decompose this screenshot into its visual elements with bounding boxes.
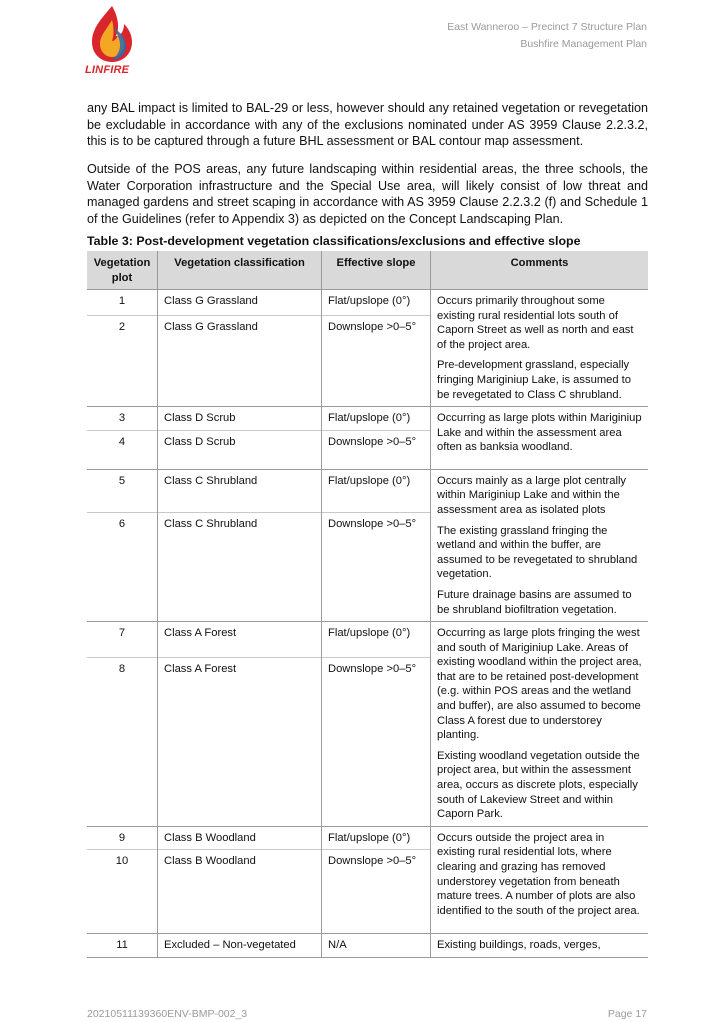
comments-cell — [431, 290, 649, 407]
comments-cell — [431, 826, 649, 934]
table-row — [87, 407, 648, 431]
table-row — [87, 622, 648, 658]
comments-cell — [431, 622, 649, 827]
table-row — [87, 826, 648, 850]
table-header-row — [87, 251, 648, 290]
plot-cell: 7 — [87, 622, 158, 658]
comment-text: Occurs outside the project area in existing rural residential lots, where clearing and grazing has removed understorey vegetation from beneath mature trees. A number of plots are also identified to the south of the project area. — [437, 831, 640, 917]
comments-cell — [431, 934, 649, 958]
table-row — [87, 290, 648, 316]
slope-cell: Downslope >0–5° — [322, 850, 431, 934]
slope-cell: Downslope >0–5° — [322, 657, 431, 826]
header-vegetation-classification: Vegetation classification — [158, 251, 322, 290]
header-title: East Wanneroo – Precinct 7 Structure Plan — [447, 21, 647, 33]
comment-text: Future drainage basins are assumed to be shrubland biofiltration vegetation. — [437, 588, 632, 616]
plot-cell: 11 — [87, 934, 158, 958]
slope-cell: N/A — [322, 934, 431, 958]
slope-cell: Downslope >0–5° — [322, 513, 431, 622]
slope-cell: Downslope >0–5° — [322, 316, 431, 407]
classification-cell: Class D Scrub — [158, 430, 322, 469]
plot-cell: 4 — [87, 430, 158, 469]
comment-text: Occurs primarily throughout some existing rural residential lots south of Caporn Street as well as north and east of the project area. — [437, 295, 634, 351]
plot-cell: 6 — [87, 513, 158, 622]
classification-cell: Excluded – Non-vegetated — [158, 934, 322, 958]
plot-cell: 3 — [87, 407, 158, 431]
footer-document-id: 20210511139360ENV-BMP-002_3 — [87, 1008, 248, 1020]
slope-cell: Flat/upslope (0°) — [322, 622, 431, 658]
slope-cell: Downslope >0–5° — [322, 430, 431, 469]
comment-text: Occurs mainly as a large plot centrally within Mariginiup Lake and within the assessment area as isolated plots — [437, 474, 627, 516]
classification-cell: Class A Forest — [158, 657, 322, 826]
classification-cell: Class B Woodland — [158, 826, 322, 850]
plot-cell: 5 — [87, 469, 158, 512]
header-effective-slope: Effective slope — [322, 251, 431, 290]
slope-cell: Flat/upslope (0°) — [322, 469, 431, 512]
classification-cell: Class G Grassland — [158, 316, 322, 407]
body-paragraph-2: Outside of the POS areas, any future landscaping within residential areas, the three schools, the Water Corporation infrastructure and the Special Use area, will likely consist of low threat and managed gardens and street scaping in accordance with AS 3959 Clause 2.2.3.2 (f) and Schedule 1 of the Guidelines (refer to Appendix 3) as depicted on the Concept Landscaping Plan. — [87, 162, 648, 226]
slope-cell: Flat/upslope (0°) — [322, 290, 431, 316]
header-comments: Comments — [431, 251, 649, 290]
footer-page-number: Page 17 — [607, 1008, 647, 1020]
plot-cell: 9 — [87, 826, 158, 850]
comments-cell — [431, 469, 649, 621]
comment-text: Occurring as large plots within Mariginiup Lake and within the assessment area often as banksia woodland. — [437, 412, 642, 454]
classification-cell: Class C Shrubland — [158, 513, 322, 622]
vegetation-table — [87, 251, 648, 958]
table-caption: Table 3: Post-development vegetation classifications/exclusions and effective slope — [87, 234, 581, 248]
classification-cell: Class B Woodland — [158, 850, 322, 934]
classification-cell: Class G Grassland — [158, 290, 322, 316]
header-vegetation-plot: Vegetation plot — [87, 251, 158, 290]
slope-cell: Flat/upslope (0°) — [322, 407, 431, 431]
classification-cell: Class C Shrubland — [158, 469, 322, 512]
comments-cell — [431, 407, 649, 470]
comment-text: Occurring as large plots fringing the west and south of Mariginiup Lake. Areas of existing woodland within the project area, that are to be retained post-development (e.g. within POS areas and the wetland and buffer), are also assumed to become Class A forest due to understorey planting. — [437, 627, 642, 742]
comment-text: Pre-development grassland, especially fringing Mariginiup Lake, is assumed to be revegetated to Class C shrubland. — [437, 359, 632, 401]
comment-text: The existing grassland fringing the wetland and within the buffer, are assumed to be revegetated to shrubland vegetation. — [437, 524, 638, 581]
table-row — [87, 934, 648, 958]
table-row — [87, 469, 648, 512]
slope-cell: Flat/upslope (0°) — [322, 826, 431, 850]
plot-cell: 2 — [87, 316, 158, 407]
classification-cell: Class D Scrub — [158, 407, 322, 431]
logo-wordmark: LINFIRE — [85, 64, 130, 76]
header-subtitle: Bushfire Management Plan — [520, 38, 647, 50]
plot-cell: 10 — [87, 850, 158, 934]
comment-text: Existing buildings, roads, verges, — [437, 939, 601, 952]
body-paragraph-1: any BAL impact is limited to BAL-29 or less, however should any retained vegetation or revegetation be excludable in accordance with any of the exclusions nominated under AS 3959 Clause 2.2.3.2, this is to be captured through a future BHL assessment or BAL contour map assessment. — [87, 101, 648, 148]
plot-cell: 8 — [87, 657, 158, 826]
comment-text: Existing woodland vegetation outside the project area, but within the assessment area, occurs as discrete plots, especially south of Lakeview Street and within Caporn Park. — [437, 749, 640, 821]
classification-cell: Class A Forest — [158, 622, 322, 658]
plot-cell: 1 — [87, 290, 158, 316]
